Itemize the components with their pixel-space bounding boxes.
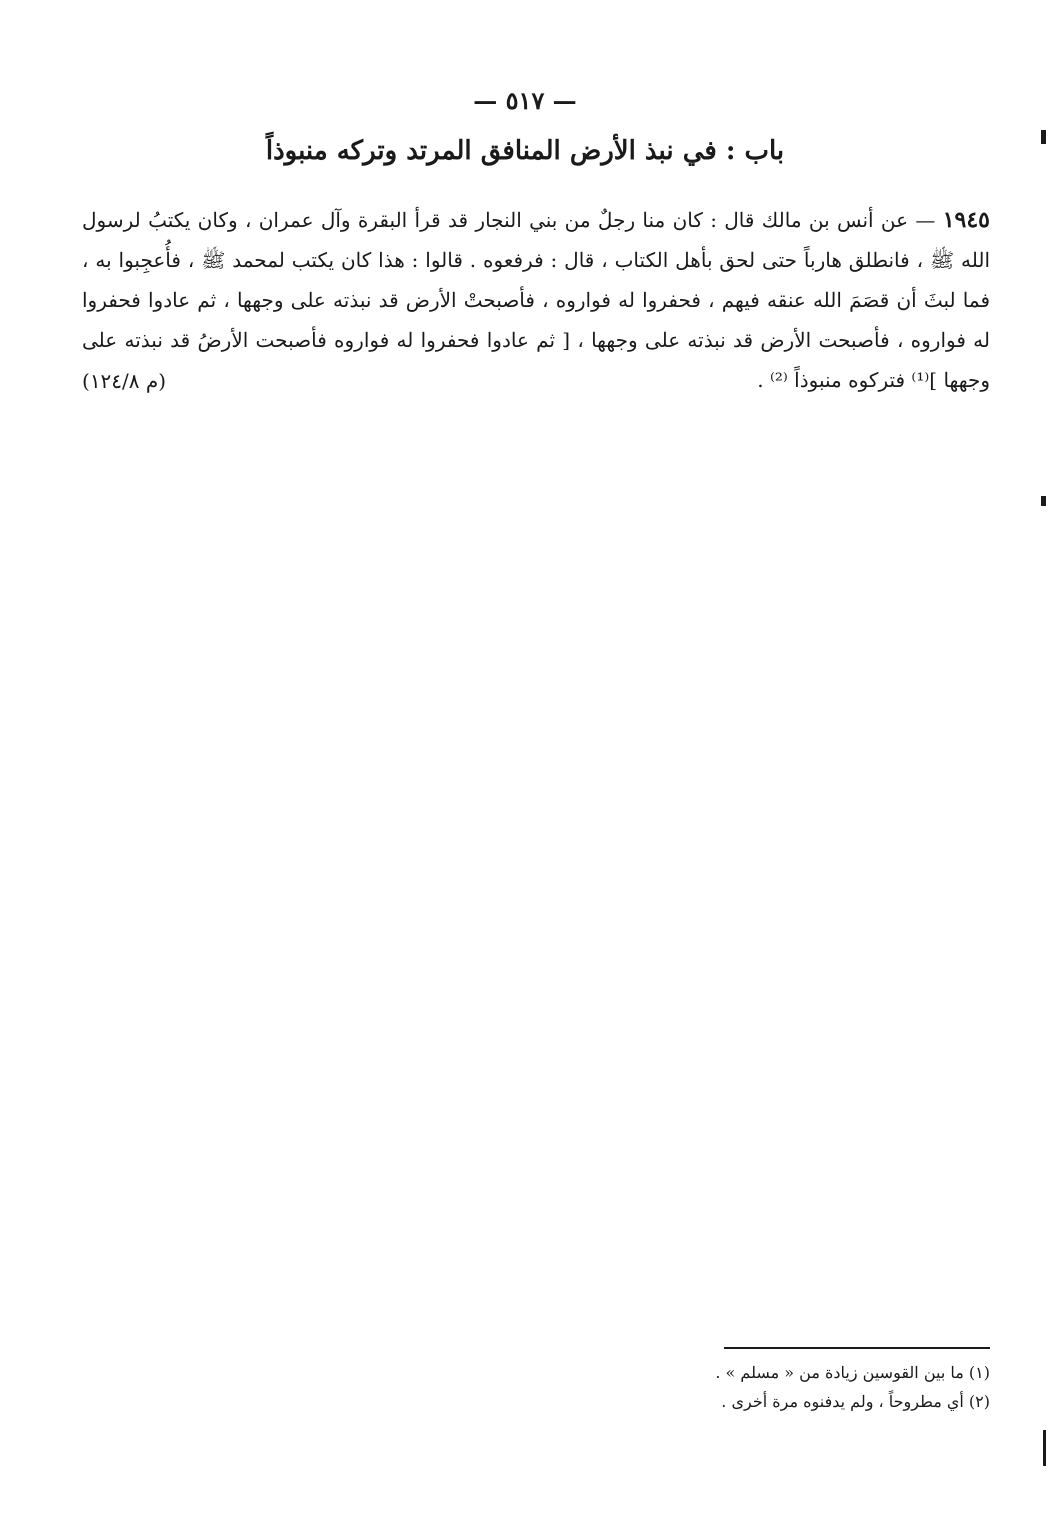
footnote-2: (٢) أي مطروحاً ، ولم يدفنوه مرة أخرى . [721, 1392, 990, 1411]
margin-scan-mark [1041, 130, 1046, 144]
footnote-divider [724, 1347, 990, 1349]
margin-scan-mark [1043, 1430, 1046, 1466]
chapter-title: باب : في نبذ الأرض المنافق المرتد وتركه منبوذاً [265, 136, 785, 166]
footnote-1: (١) ما بين القوسين زيادة من « مسلم » . [715, 1363, 990, 1382]
hadith-paragraph [82, 200, 990, 400]
footnotes [560, 1358, 990, 1416]
margin-scan-mark [1041, 496, 1046, 506]
hadith-number: ١٩٤٥ [942, 207, 990, 233]
hadith-text: — عن أنس بن مالك قال : كان منا رجلٌ من بني النجار قد قرأ البقرة وآل عمران ، وكان يكتبُ لرسول الله ﷺ ، فانطلق هارباً حتى لحق بأهل الكتاب ، قال : فرفعوه . قالوا : هذا كان يكتب لمحمد ﷺ ، فأُعجِبوا به ، فما لبثَ أن قصَمَ الله عنقه فيهم ، فحفروا له فواروه ، فأصبحتْ الأرض قد نبذته على وجهها ، ثم عادوا فحفروا له فواروه ، فأصبحت الأرض قد نبذته على وجهها ، [ ثم عادوا فحفروا له فواروه فأصبحت الأرضُ قد نبذته على وجهها ]⁽¹⁾ فتركوه منبوذاً ⁽²⁾ . [82, 208, 990, 392]
page-number: — ٥١٧ — [473, 86, 577, 115]
source-reference: (م ١٢٤/٨) [82, 369, 167, 393]
